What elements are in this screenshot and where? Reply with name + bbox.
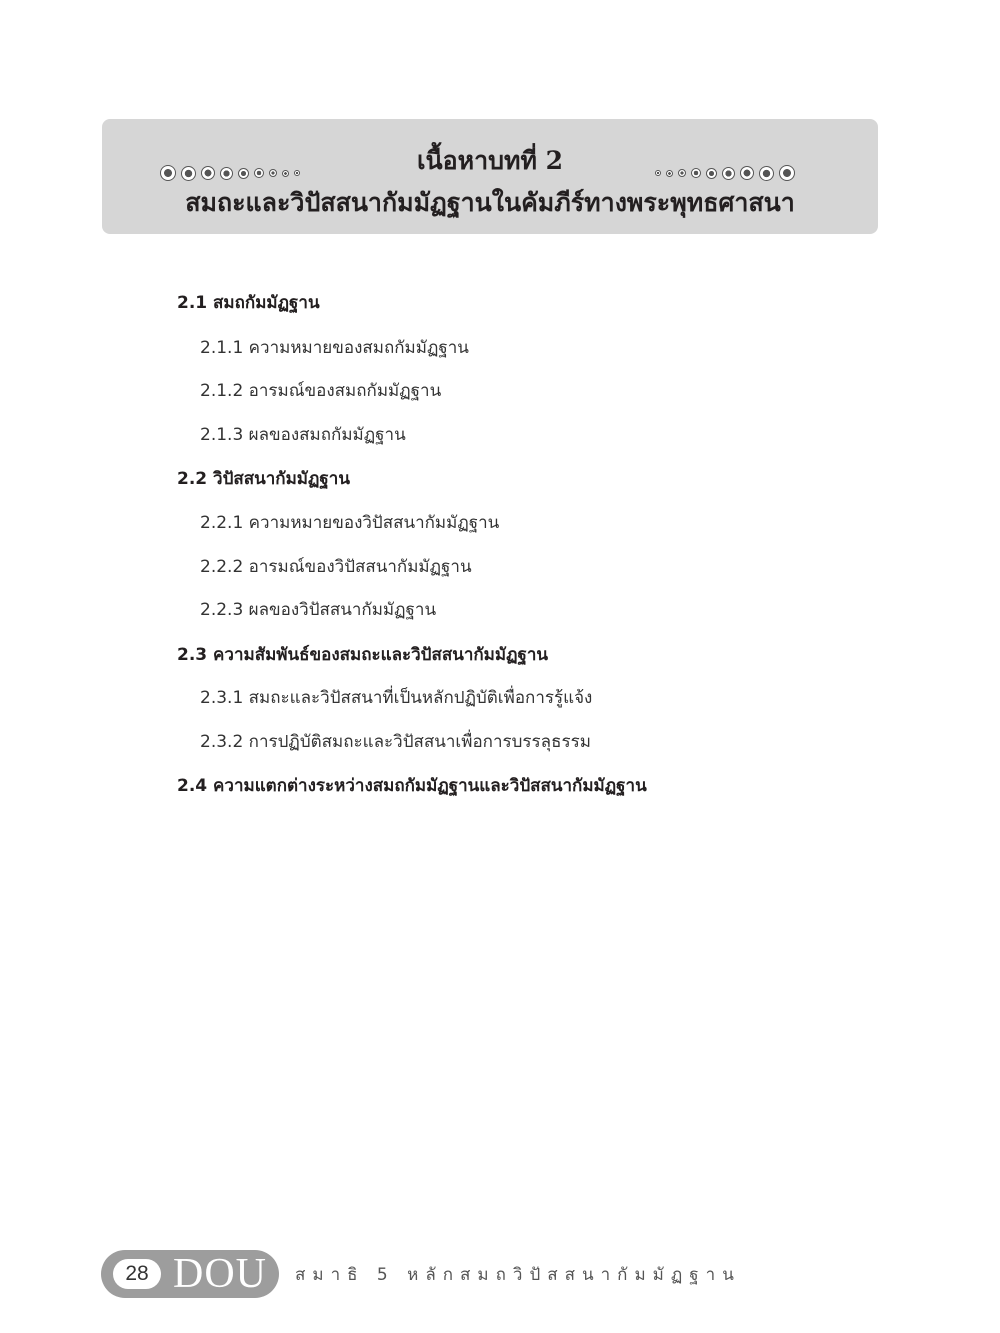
dot-icon (759, 166, 774, 181)
book-title: สมาธิ 5 หลักสมถวิปัสสนากัมมัฏฐาน (295, 1264, 741, 1285)
dot-icon (706, 168, 717, 179)
page-number: 28 (113, 1259, 161, 1289)
chapter-label: เนื้อหาบทที่ 2 (416, 146, 564, 175)
footer-badge (101, 1250, 279, 1298)
toc-section-2-3: 2.3 ความสัมพันธ์ของสมถะและวิปัสสนากัมมัฏฐาน (177, 645, 549, 665)
dot-icon (722, 167, 735, 180)
dot-icon (655, 170, 661, 176)
toc-subsection-2-2-2: 2.2.2 อารมณ์ของวิปัสสนากัมมัฏฐาน (200, 557, 472, 577)
toc-section-2-2: 2.2 วิปัสสนากัมมัฏฐาน (177, 469, 350, 489)
dot-icon (740, 166, 754, 180)
dou-logo: DOU (173, 1251, 267, 1297)
toc-section-2-1: 2.1 สมถกัมมัฏฐาน (177, 293, 320, 313)
toc-subsection-2-3-2: 2.3.2 การปฏิบัติสมถะและวิปัสสนาเพื่อการบรรลุธรรม (200, 732, 591, 752)
toc-subsection-2-1-2: 2.1.2 อารมณ์ของสมถกัมมัฏฐาน (200, 381, 442, 401)
page-footer (101, 1250, 741, 1298)
chapter-header-box (102, 119, 878, 234)
toc-subsection-2-2-3: 2.2.3 ผลของวิปัสสนากัมมัฏฐาน (200, 600, 437, 620)
dot-icon (779, 165, 795, 181)
toc-subsection-2-3-1: 2.3.1 สมถะและวิปัสสนาที่เป็นหลักปฏิบัติเพื่อการรู้แจ้ง (200, 688, 593, 708)
toc-subsection-2-1-3: 2.1.3 ผลของสมถกัมมัฏฐาน (200, 425, 406, 445)
dot-icon (691, 168, 701, 178)
toc-section-2-4: 2.4 ความแตกต่างระหว่างสมถกัมมัฏฐานและวิปัสสนากัมมัฏฐาน (177, 776, 647, 796)
toc-subsection-2-2-1: 2.2.1 ความหมายของวิปัสสนากัมมัฏฐาน (200, 513, 500, 533)
dot-icon (678, 169, 686, 177)
toc-subsection-2-1-1: 2.1.1 ความหมายของสมถกัมมัฏฐาน (200, 338, 469, 358)
chapter-title: สมถะและวิปัสสนากัมมัฏฐานในคัมภีร์ทางพระพุทธศาสนา (185, 188, 795, 217)
decorative-dots-right (655, 165, 795, 181)
dot-icon (666, 170, 673, 177)
